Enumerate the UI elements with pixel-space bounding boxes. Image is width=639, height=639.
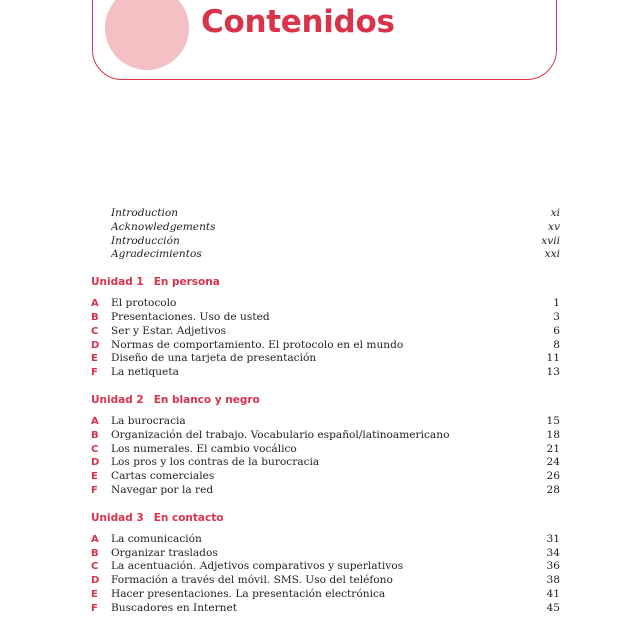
unit-label: Unidad 3 [91, 511, 144, 524]
entry-page: 38 [546, 574, 560, 587]
entry-title: Hacer presentaciones. La presentación electrónica [111, 587, 386, 600]
entry-page: 31 [546, 532, 560, 545]
entry-letter: A [91, 298, 99, 310]
front-matter-item[interactable] [91, 221, 560, 235]
entry-letter: F [91, 484, 98, 496]
entry-letter: B [91, 429, 99, 441]
toc-entry[interactable] [91, 415, 560, 429]
entry-page: 3 [553, 310, 560, 323]
entry-page: 24 [546, 456, 560, 469]
entry-page: xxi [544, 248, 560, 261]
entry-letter: B [91, 547, 99, 559]
entry-title: Formación a través del móvil. SMS. Uso del teléfono [111, 574, 393, 587]
entry-page: 8 [553, 338, 560, 351]
toc-entry[interactable] [91, 484, 560, 498]
entry-page: 13 [546, 366, 560, 379]
entry-page: xv [548, 220, 560, 233]
page-title: Contenidos [201, 4, 395, 40]
toc-entry[interactable] [91, 560, 560, 574]
toc-entry[interactable] [91, 574, 560, 588]
unit-name: En blanco y negro [153, 393, 260, 406]
unit-name: En contacto [153, 511, 224, 524]
entry-letter: D [91, 339, 100, 351]
entry-title: Diseño de una tarjeta de presentación [111, 352, 317, 365]
front-matter-item[interactable] [91, 248, 560, 262]
entry-page: 34 [546, 546, 560, 559]
entry-title: La comunicación [111, 532, 202, 545]
toc-entry[interactable] [91, 588, 560, 602]
entry-title: La burocracia [111, 414, 186, 427]
entry-title: Cartas comerciales [111, 470, 215, 483]
entry-title: Introduction [111, 207, 179, 219]
unit-label: Unidad 2 [91, 393, 144, 406]
entry-title: Navegar por la red [111, 483, 214, 496]
entry-page: xvii [541, 234, 560, 247]
entry-letter: C [91, 325, 99, 337]
toc-entry[interactable] [91, 352, 560, 366]
entry-letter: C [91, 561, 99, 573]
entry-title: Ser y Estar. Adjetivos [111, 324, 227, 337]
entry-letter: F [91, 602, 98, 614]
entry-page: 26 [546, 470, 560, 483]
front-matter-item[interactable] [91, 207, 560, 221]
entry-title: La acentuación. Adjetivos comparativos y superlativos [111, 560, 404, 573]
toc-entry[interactable] [91, 366, 560, 380]
entry-title: Introducción [111, 234, 180, 247]
toc-entry[interactable] [91, 533, 560, 547]
entry-letter: A [91, 415, 99, 427]
entry-letter: C [91, 443, 99, 455]
entry-title: Organización del trabajo. Vocabulario español/latinoamericano [111, 428, 450, 441]
entry-page: 41 [546, 587, 560, 600]
entry-page: 18 [546, 428, 560, 441]
entry-letter: E [91, 353, 98, 365]
toc-entry[interactable] [91, 311, 560, 325]
entry-title: Agradecimientos [111, 248, 202, 261]
toc-entry[interactable] [91, 339, 560, 353]
toc-entry[interactable] [91, 429, 560, 443]
toc-entry[interactable] [91, 297, 560, 311]
entry-letter: F [91, 367, 98, 379]
entry-page: 36 [546, 560, 560, 573]
entry-letter: E [91, 471, 98, 483]
entry-title: La netiqueta [111, 366, 179, 379]
toc-entry[interactable] [91, 443, 560, 457]
entry-title: El protocolo [111, 297, 177, 310]
unit-label: Unidad 1 [91, 276, 144, 289]
front-matter-list [91, 207, 560, 262]
entry-letter: B [91, 311, 99, 323]
unit-name: En persona [153, 276, 220, 289]
entry-letter: D [91, 575, 100, 587]
entry-page: 45 [546, 601, 560, 614]
entry-page: 15 [546, 414, 560, 427]
toc-entry[interactable] [91, 325, 560, 339]
toc-entry[interactable] [91, 456, 560, 470]
entry-page: 1 [553, 297, 560, 310]
unit-heading[interactable] [91, 393, 560, 407]
entry-title: Presentaciones. Uso de usted [111, 310, 270, 323]
entry-title: Buscadores en Internet [111, 601, 237, 614]
toc-entry[interactable] [91, 470, 560, 484]
unit-heading[interactable] [91, 511, 560, 525]
entry-letter: D [91, 457, 100, 469]
entry-page: 28 [546, 483, 560, 496]
entry-letter: E [91, 588, 98, 600]
entry-title: Acknowledgements [111, 220, 216, 233]
entry-page: 21 [546, 442, 560, 455]
entry-page: xi [550, 207, 560, 219]
front-matter-item[interactable] [91, 235, 560, 249]
entry-letter: A [91, 533, 99, 545]
entry-page: 6 [553, 324, 560, 337]
toc-entry[interactable] [91, 602, 560, 616]
entry-title: Organizar traslados [111, 546, 218, 559]
entry-title: Normas de comportamiento. El protocolo en el mundo [111, 338, 404, 351]
table-of-contents [91, 207, 560, 616]
entry-title: Los pros y los contras de la burocracia [111, 456, 320, 469]
unit-heading[interactable] [91, 275, 560, 289]
entry-page: 11 [546, 352, 560, 365]
toc-entry[interactable] [91, 547, 560, 561]
entry-title: Los numerales. El cambio vocálico [111, 442, 297, 455]
